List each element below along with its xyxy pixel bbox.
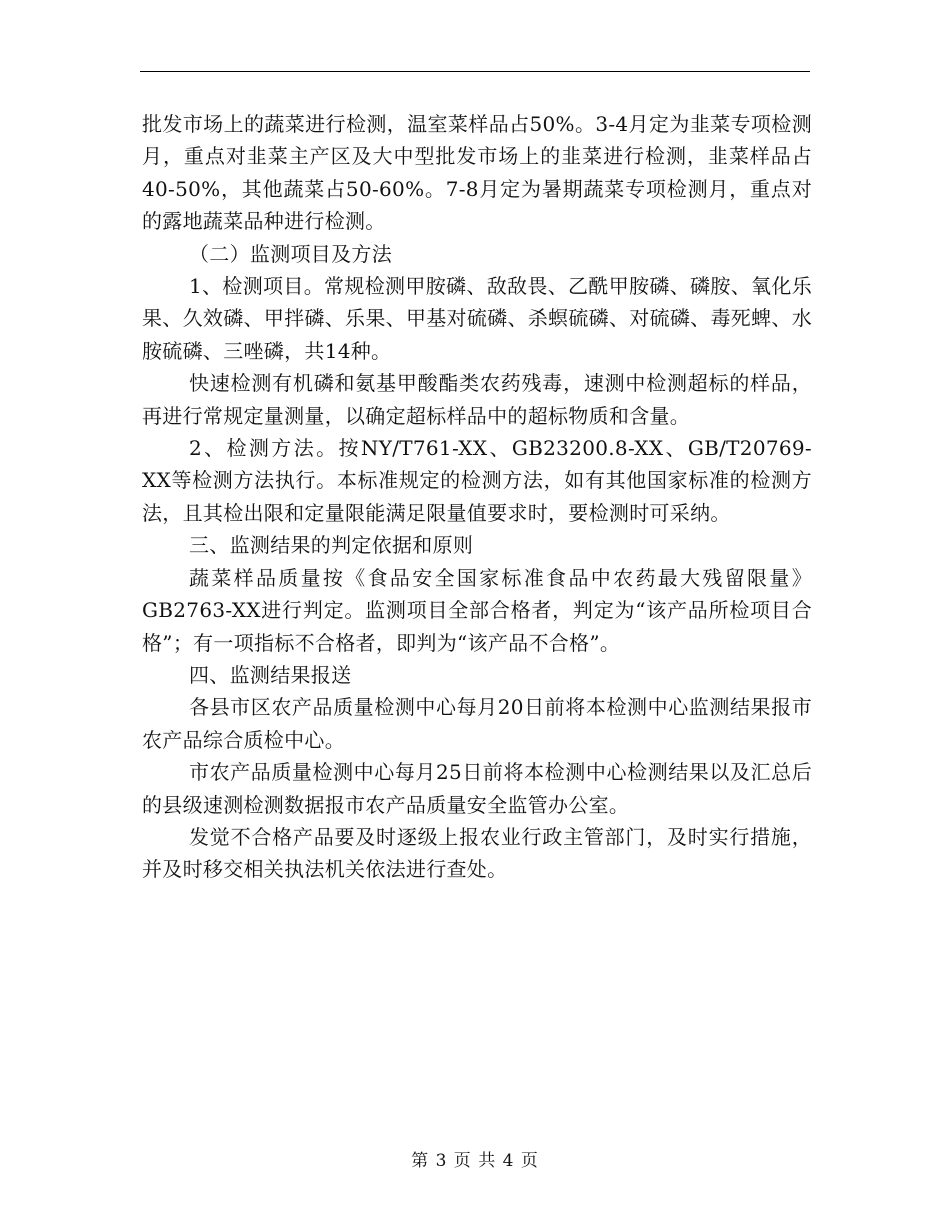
paragraph-testing-methods: 2、检测方法。按NY/T761-XX、GB23200.8-XX、GB/T20769-XX等检测方法执行。本标准规定的检测方法，如有其他国家标准的检测方法，且其检出限和定量限能满足限量值要求时，要检测时可采纳。	[142, 436, 812, 525]
paragraph-county-reporting: 各县市区农产品质量检测中心每月20日前将本检测中心监测结果报市农产品综合质检中心。	[142, 695, 812, 752]
paragraph-vegetable-sampling: 批发市场上的蔬菜进行检测，温室菜样品占50%。3-4月定为韭菜专项检测月，重点对韭菜主产区及大中型批发市场上的韭菜进行检测，韭菜样品占40-50%，其他蔬菜占50-60%。7-8月定为暑期蔬菜专项检测月，重点对的露地蔬菜品种进行检测。	[142, 112, 812, 234]
paragraph-quality-standard: 蔬菜样品质量按《食品安全国家标准食品中农药最大残留限量》GB2763-XX进行判定。监测项目全部合格者，判定为“该产品所检项目合格”；有一项指标不合格者，即判为“该产品不合格”。	[142, 565, 812, 655]
paragraph-city-reporting: 市农产品质量检测中心每月25日前将本检测中心检测结果以及汇总后的县级速测检测数据报市农产品质量安全监管办公室。	[142, 760, 812, 817]
page-number: 第 3 页 共 4 页	[411, 1151, 539, 1171]
page-footer	[0, 1146, 950, 1171]
heading-result-reporting: 四、监测结果报送	[189, 662, 352, 687]
header-rule	[140, 71, 810, 72]
paragraph-rapid-testing: 快速检测有机磷和氨基甲酸酯类农药残毒，速测中检测超标的样品，再进行常规定量测量，以确定超标样品中的超标物质和含量。	[142, 371, 812, 428]
heading-monitoring-items-methods: （二）监测项目及方法	[189, 241, 392, 266]
heading-judgment-basis: 三、监测结果的判定依据和原则	[189, 533, 474, 558]
document-body	[142, 108, 812, 886]
paragraph-testing-items: 1、检测项目。常规检测甲胺磷、敌敌畏、乙酰甲胺磷、磷胺、氧化乐果、久效磷、甲拌磷、乐果、甲基对硫磷、杀螟硫磷、对硫磷、毒死蜱、水胺硫磷、三唑磷，共14种。	[142, 274, 812, 363]
paragraph-unqualified-handling: 发觉不合格产品要及时逐级上报农业行政主管部门，及时实行措施，并及时移交相关执法机关依法进行查处。	[142, 824, 812, 882]
